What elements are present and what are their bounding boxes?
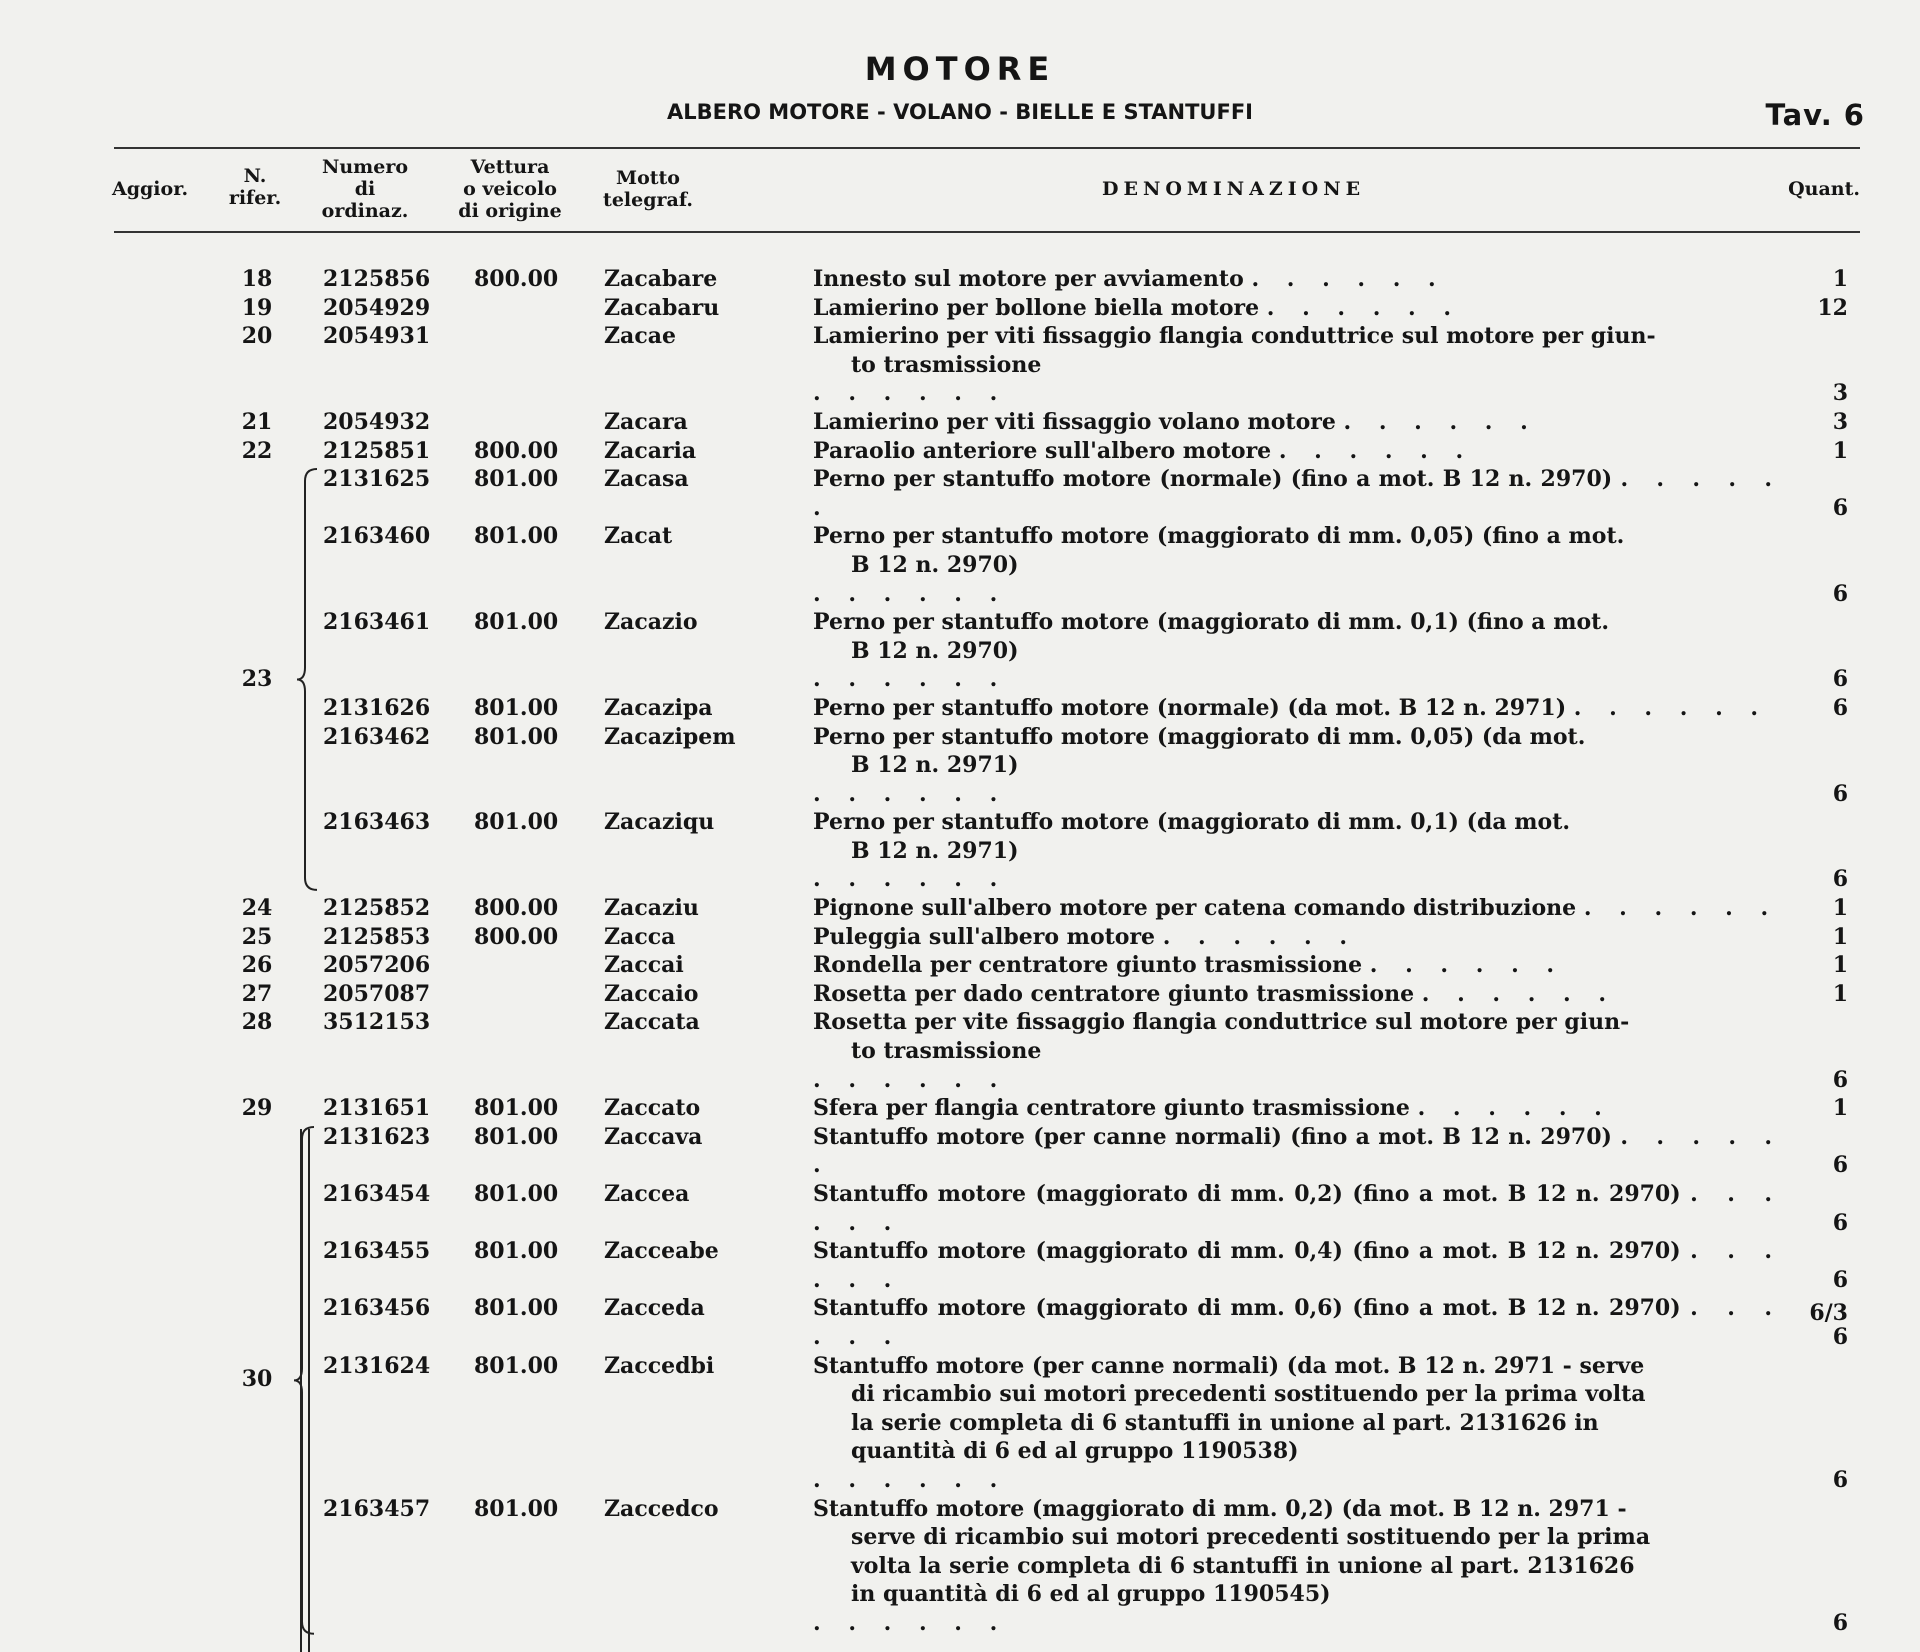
description [813,322,1782,408]
leader-dots: . . . . . . [813,1609,1008,1636]
group-bracket-line [308,1129,310,1652]
leader-dots: . . . . . . [813,580,1008,607]
quantity: 1 [1832,923,1848,950]
quantity: 1 [1832,266,1848,292]
order-number: 2125851 [323,437,431,464]
table-row [0,1094,1920,1123]
description-line: Stantuffo motore (maggiorato di mm. 0,2) (fino a mot. B 12 n. 2970) [813,1181,1681,1207]
description [813,608,1782,694]
leader-dots: . . . . . . [1251,266,1446,292]
telegraph-code: Zaccedco [604,1495,719,1522]
ref-number: 25 [241,923,273,950]
group-brace-23 [295,467,325,892]
table-row [0,608,1920,694]
order-number: 2125852 [323,895,431,922]
description [813,694,1782,723]
description-line-continued: B 12 n. 2971) [851,752,1019,779]
description-line: Paraolio anteriore sull'albero motore [813,437,1272,464]
telegraph-code: Zaccato [604,1095,701,1122]
vehicle-origin: 801.00 [474,1495,559,1522]
leader-dots: . . . . . . [813,380,1008,407]
header-rule-bottom [114,231,1860,233]
order-number: 2163456 [323,1295,431,1322]
column-header-vettura-line2: o veicolo [463,178,557,200]
leader-dots: . . . . . . [1278,437,1474,464]
vehicle-origin: 801.00 [474,723,559,750]
telegraph-code: Zacceda [604,1295,705,1322]
order-number: 2054929 [323,294,431,321]
ref-number: 19 [241,294,273,321]
description-line: Perno per stantuffo motore (normale) (da mot. B 12 n. 2971) [813,694,1567,721]
telegraph-code: Zacara [604,408,688,435]
leader-dots: . . . . . . [1162,923,1357,950]
order-number: 2131626 [323,694,431,721]
description-line: Stantuffo motore (maggiorato di mm. 0,2) (da mot. B 12 n. 2971 - [813,1495,1627,1522]
table-row [0,951,1920,980]
table-row [0,322,1920,408]
quantity: 6 [1832,866,1848,893]
description-line: Perno per stantuffo motore (maggiorato di mm. 0,05) (da mot. [813,723,1586,750]
description [813,980,1782,1009]
leader-dots: . . . . . . [1266,294,1462,321]
description-line: Pignone sull'albero motore per catena comando distribuzione [813,895,1577,922]
table-row [0,265,1920,294]
column-header-nrif [220,165,290,209]
telegraph-code: Zacaziqu [604,809,715,836]
description [813,265,1782,294]
telegraph-code: Zacazipa [604,694,713,721]
table-row [0,437,1920,466]
parts-table-body [0,265,1920,1638]
order-number: 2163461 [323,609,431,636]
order-number: 2131623 [323,1123,431,1150]
vehicle-origin: 800.00 [474,266,559,292]
column-header-aggior: Aggior. [112,178,189,200]
description [813,465,1782,522]
table-row [0,1237,1920,1294]
order-number: 2163454 [323,1181,431,1207]
description-line: Rosetta per dado centratore giunto trasmissione [813,980,1415,1007]
description [813,1495,1782,1638]
order-number: 2163462 [323,723,431,750]
table-row [0,522,1920,608]
column-header-vettura [440,156,580,222]
quantity: 6 [1832,1066,1848,1093]
ref-number: 18 [241,266,273,292]
telegraph-code: Zaccata [604,1009,700,1036]
description-line-continued: di ricambio sui motori precedenti sostituendo per la prima volta [851,1381,1646,1408]
column-header-numero-line3: ordinaz. [321,200,409,222]
description-line: Stantuffo motore (maggiorato di mm. 0,6) (fino a mot. B 12 n. 2970) [813,1295,1681,1322]
order-number: 2054931 [323,323,431,350]
quantity: 12 [1817,294,1848,321]
description [813,294,1782,323]
description [813,1094,1782,1123]
vehicle-origin: 801.00 [474,466,559,493]
ref-number: 26 [241,952,273,979]
description-line-continued: to trasmissione [851,1038,1042,1065]
quantity: 6 [1832,494,1848,521]
vehicle-origin: 801.00 [474,1238,559,1265]
description-line: Innesto sul motore per avviamento [813,266,1244,292]
order-number: 2125856 [323,266,431,292]
leader-dots: . . . . . . [1573,694,1769,721]
telegraph-code: Zaccea [604,1181,690,1207]
leader-dots: . . . . . . [813,1295,1782,1350]
order-number: 2163455 [323,1238,431,1265]
vehicle-origin: 801.00 [474,1181,559,1207]
column-header-nrif-line2: rifer. [228,187,282,209]
ref-number: 28 [241,1009,273,1036]
vehicle-origin: 801.00 [474,1295,559,1322]
quantity: 6 [1832,1266,1848,1293]
column-header-motto [588,167,708,211]
description [813,437,1782,466]
description [813,1180,1782,1237]
header-rule-top [114,147,1860,149]
telegraph-code: Zaccedbi [604,1352,715,1379]
description [813,808,1782,894]
telegraph-code: Zaccaio [604,980,699,1007]
vehicle-origin: 801.00 [474,809,559,836]
description [813,522,1782,608]
table-row [0,1294,1920,1351]
table-row [0,1123,1920,1180]
page-title: MOTORE [864,50,1056,88]
table-row [0,1008,1920,1094]
description-line-continued: in quantità di 6 ed al gruppo 1190545) [851,1581,1331,1608]
description-line: Lamierino per viti fissaggio flangia conduttrice sul motore per giun- [813,323,1656,350]
description-line: Puleggia sull'albero motore [813,923,1156,950]
leader-dots: . . . . . . [813,780,1008,807]
ref-number: 21 [241,408,273,435]
vehicle-origin: 801.00 [474,1352,559,1379]
description-line-continued: volta la serie completa di 6 stantuffi in unione al part. 2131626 [851,1552,1635,1579]
description-line-continued: B 12 n. 2971) [851,837,1019,864]
order-number: 2163457 [323,1495,431,1522]
order-number: 2057087 [323,980,431,1007]
telegraph-code: Zacat [604,523,673,550]
quantity: 1 [1832,952,1848,979]
quantity: 6 [1832,694,1848,721]
column-header-numero-line2: di [354,178,376,200]
quantity: 6 [1832,580,1848,607]
column-header-vettura-line1: Vettura [470,156,550,178]
order-number: 3512153 [323,1009,431,1036]
description [813,1294,1782,1351]
table-row [0,294,1920,323]
description-line: Rondella per centratore giunto trasmissione [813,952,1363,979]
description-line-continued: B 12 n. 2970) [851,637,1019,664]
description-line: Rosetta per vite fissaggio flangia conduttrice sul motore per giun- [813,1009,1630,1036]
order-number: 2131624 [323,1352,431,1379]
ref-number: 29 [241,1095,273,1122]
column-header-numero [310,156,420,222]
quantity: 6 [1832,1152,1848,1179]
vehicle-origin: 801.00 [474,523,559,550]
quantity: 6 [1832,1466,1848,1493]
table-row [0,465,1920,522]
telegraph-code: Zacazipem [604,723,736,750]
leader-dots: . . . . . . [813,1181,1782,1236]
description-line: Perno per stantuffo motore (normale) (fino a mot. B 12 n. 2970) [813,466,1613,493]
vehicle-origin: 800.00 [474,923,559,950]
order-number: 2054932 [323,408,431,435]
quantity: 3 [1832,380,1848,407]
leader-dots: . . . . . . [813,466,1782,521]
table-row [0,1495,1920,1638]
description-line: Lamierino per bollone biella motore [813,294,1260,321]
telegraph-code: Zacabaru [604,294,720,321]
leader-dots: . . . . . . [813,666,1008,693]
page-number: 6/3 [1809,1300,1848,1326]
column-header-numero-line1: Numero [321,156,409,178]
order-number: 2131625 [323,466,431,493]
table-row [0,723,1920,809]
order-number: 2057206 [323,952,431,979]
description [813,1123,1782,1180]
description [813,894,1782,923]
vehicle-origin: 801.00 [474,1123,559,1150]
leader-dots: . . . . . . [1343,408,1538,435]
leader-dots: . . . . . . [813,1466,1008,1493]
leader-dots: . . . . . . [1369,952,1565,979]
leader-dots: . . . . . . [813,1123,1783,1179]
order-number: 2125853 [323,923,431,950]
description-line: Perno per stantuffo motore (maggiorato di mm. 0,05) (fino a mot. [813,523,1625,550]
ref-number: 22 [241,437,273,464]
description-line-continued: quantità di 6 ed al gruppo 1190538) [851,1438,1299,1465]
description [813,951,1782,980]
description-line: Stantuffo motore (per canne normali) (fino a mot. B 12 n. 2970) [813,1123,1612,1150]
table-row [0,894,1920,923]
description [813,723,1782,809]
group-ref-23: 23 [241,665,273,692]
vehicle-origin: 801.00 [474,609,559,636]
group-ref-30: 30 [241,1366,273,1393]
column-header-motto-line2: telegraf. [603,189,693,211]
column-header-nrif-line1: N. [243,165,267,187]
order-number: 2163463 [323,809,431,836]
table-reference: Tav. 6 [1765,98,1865,132]
leader-dots: . . . . . . [1417,1095,1612,1122]
vehicle-origin: 801.00 [474,1095,559,1122]
description-line: Perno per stantuffo motore (maggiorato di mm. 0,1) (da mot. [813,809,1571,836]
description-line-continued: B 12 n. 2970) [851,551,1019,578]
telegraph-code: Zacaria [604,437,697,464]
table-row [0,980,1920,1009]
description-line-continued: to trasmissione [851,351,1042,378]
vehicle-origin: 800.00 [474,437,559,464]
quantity: 6 [1832,1609,1848,1636]
column-header-vettura-line3: di origine [458,200,562,222]
leader-dots: . . . . . . [813,866,1008,893]
description-line: Perno per stantuffo motore (maggiorato di mm. 0,1) (fino a mot. [813,609,1609,636]
leader-dots: . . . . . . [1421,980,1617,1007]
telegraph-code: Zacca [604,923,676,950]
column-header-quant: Quant. [1788,178,1860,200]
description [813,923,1782,952]
quantity: 1 [1832,437,1848,464]
ref-number: 24 [241,895,273,922]
vehicle-origin: 800.00 [474,895,559,922]
quantity: 1 [1832,895,1848,922]
column-header-motto-line1: Motto [616,167,680,189]
table-row [0,694,1920,723]
leader-dots: . . . . . . [813,1066,1008,1093]
description [813,1352,1782,1495]
description-line: Lamierino per viti fissaggio volano motore [813,408,1336,435]
group-bracket-line [300,1129,302,1652]
table-row [0,923,1920,952]
table-row [0,1180,1920,1237]
column-header-denominazione: DENOMINAZIONE [1102,178,1366,200]
telegraph-code: Zacazio [604,609,698,636]
description [813,408,1782,437]
description-line-continued: serve di ricambio sui motori precedenti sostituendo per la prima [851,1524,1651,1551]
telegraph-code: Zacae [604,323,676,350]
description [813,1008,1782,1094]
table-row [0,1352,1920,1495]
quantity: 6 [1832,1209,1848,1236]
page-subtitle: ALBERO MOTORE - VOLANO - BIELLE E STANTUFFI [666,100,1253,124]
description-line: Sfera per flangia centratore giunto trasmissione [813,1095,1410,1122]
description-line-continued: la serie completa di 6 stantuffi in unione al part. 2131626 in [851,1409,1599,1436]
leader-dots: . . . . . . [813,1238,1782,1293]
group-brace-30 [292,1125,332,1636]
ref-number: 20 [241,323,273,350]
telegraph-code: Zacasa [604,466,689,493]
order-number: 2131651 [323,1095,431,1122]
quantity: 3 [1832,408,1848,435]
quantity: 6 [1832,1323,1848,1350]
quantity: 1 [1832,980,1848,1007]
telegraph-code: Zaccava [604,1123,703,1150]
leader-dots: . . . . . . [1583,895,1779,922]
description [813,1237,1782,1294]
quantity: 6 [1832,666,1848,693]
table-row [0,408,1920,437]
vehicle-origin: 801.00 [474,694,559,721]
table-row [0,808,1920,894]
telegraph-code: Zaccai [604,952,684,979]
telegraph-code: Zacceabe [604,1238,719,1265]
ref-number: 27 [241,980,273,1007]
telegraph-code: Zacaziu [604,895,699,922]
telegraph-code: Zacabare [604,266,718,292]
quantity: 1 [1832,1095,1848,1122]
description-line: Stantuffo motore (per canne normali) (da mot. B 12 n. 2971 - serve [813,1352,1645,1379]
quantity: 6 [1832,780,1848,807]
description-line: Stantuffo motore (maggiorato di mm. 0,4) (fino a mot. B 12 n. 2970) [813,1238,1681,1265]
order-number: 2163460 [323,523,431,550]
